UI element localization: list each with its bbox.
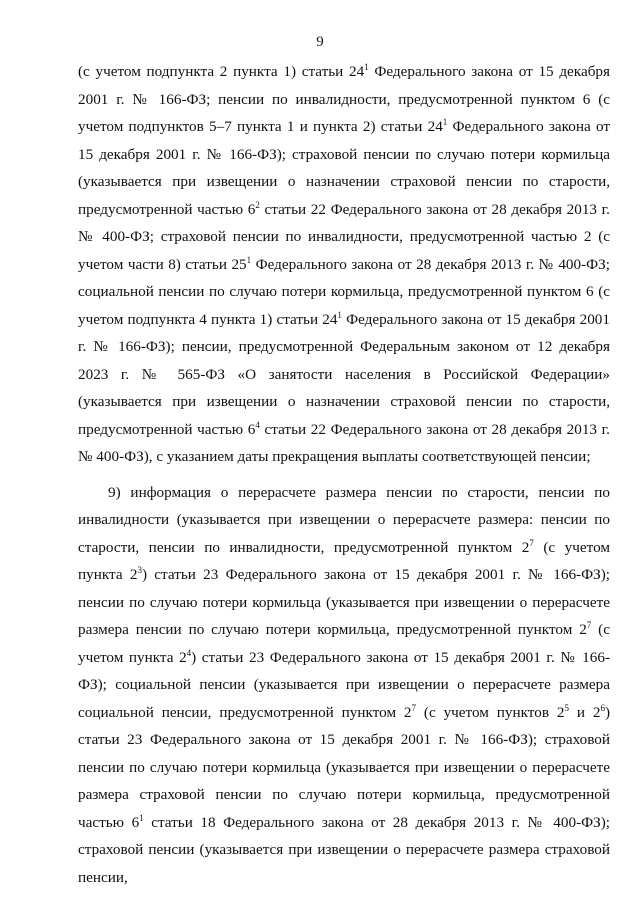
superscript: 7 bbox=[586, 620, 592, 630]
text-segment: 9) информация о перерасчете размера пенсии по старости, пенсии по инвалидности (указывается при извещении о перерасчете размера: пенсии по старости, пенсии по инвалидности, предусмотренной пунктом 2 bbox=[78, 483, 610, 556]
superscript: 5 bbox=[564, 702, 569, 713]
paragraph-item-9 bbox=[78, 479, 610, 892]
superscript: 4 bbox=[186, 647, 192, 658]
superscript: 1 bbox=[139, 812, 144, 823]
text-segment: ) статьи 23 Федерального закона от 15 декабря 2001 г. № 166-ФЗ); социальной пенсии (указывается при извещении о перерасчете размера социальной пенсии, предусмотренной пунктом 2 bbox=[78, 648, 611, 721]
superscript: 1 bbox=[246, 254, 252, 265]
text-segment: ) статьи 23 Федерального закона от 15 декабря 2001 г. № 166-ФЗ); пенсии по случаю потери кормильца (указывается при извещении о перерасчете размера пенсии по случаю потери кормильца, предусмотренной пунктом 2 bbox=[78, 566, 611, 638]
superscript: 4 bbox=[255, 419, 260, 430]
text-segment: статьи 18 Федерального закона от 28 декабря 2013 г. № 400-ФЗ); страховой пенсии (указывается при извещении о перерасчете размера страховой пенсии, bbox=[78, 813, 611, 886]
text-segment: Федерального закона от 28 декабря 2013 г. № 400-ФЗ; социальной пенсии по случаю потери кормильца, предусмотренной пунктом 6 (с учетом подпункта 4 пункта 1) статьи 24 bbox=[78, 255, 610, 328]
superscript: 1 bbox=[442, 117, 448, 127]
text-segment: Федерального закона от 15 декабря 2001 г. № 166-ФЗ); страховой пенсии по случаю потери кормильца (указывается при извещении о назначении страховой пенсии по старости, предусмотренной частью 6 bbox=[78, 118, 610, 218]
text-segment: статьи 22 Федерального закона от 28 декабря 2013 г. № 400-ФЗ; страховой пенсии по инвалидности, предусмотренной частью 2 (с учетом части 8) статьи 25 bbox=[78, 200, 610, 273]
text-segment: (с учетом пункта 2 bbox=[78, 621, 610, 666]
text-segment: Федерального закона от 15 декабря 2001 г. № 166-ФЗ; пенсии по инвалидности, предусмотренной пунктом 6 (с учетом подпунктов 5–7 пункта 1 и пункта 2) статьи 24 bbox=[78, 63, 610, 135]
text-segment: статьи 22 Федерального закона от 28 декабря 2013 г. № 400-ФЗ), с указанием даты прекращения выплаты соответствующей пенсии; bbox=[78, 420, 610, 465]
superscript: 3 bbox=[137, 565, 142, 575]
text-segment: (с учетом пункта 2 bbox=[78, 538, 610, 583]
superscript: 7 bbox=[411, 702, 417, 713]
paragraph-continued bbox=[78, 58, 610, 471]
text-segment: ) статьи 23 Федерального закона от 15 декабря 2001 г. № 166-ФЗ); страховой пенсии по случаю потери кормильца (указывается при извещении о перерасчете размера страховой пенсии по случаю потери кормильца, предусмотренной частью 6 bbox=[78, 703, 610, 831]
text-segment: Федерального закона от 15 декабря 2001 г. № 166-ФЗ); пенсии, предусмотренной Федеральным законом от 12 декабря 2023 г. № 565-ФЗ «О занятости населения в Российской Федерации» (указывается при извещении о назначении страховой пенсии по старости, предусмотренной частью 6 bbox=[78, 310, 610, 438]
superscript: 1 bbox=[364, 62, 369, 72]
page-number: 9 bbox=[316, 34, 324, 50]
superscript: 6 bbox=[600, 702, 605, 713]
superscript: 7 bbox=[529, 537, 534, 548]
text-segment: и 2 bbox=[568, 703, 601, 721]
document-body bbox=[78, 58, 610, 891]
superscript: 1 bbox=[337, 309, 342, 320]
text-segment: (с учетом подпункта 2 пункта 1) статьи 24 bbox=[78, 63, 365, 80]
superscript: 2 bbox=[255, 199, 260, 210]
text-segment: (с учетом пунктов 2 bbox=[416, 703, 565, 721]
